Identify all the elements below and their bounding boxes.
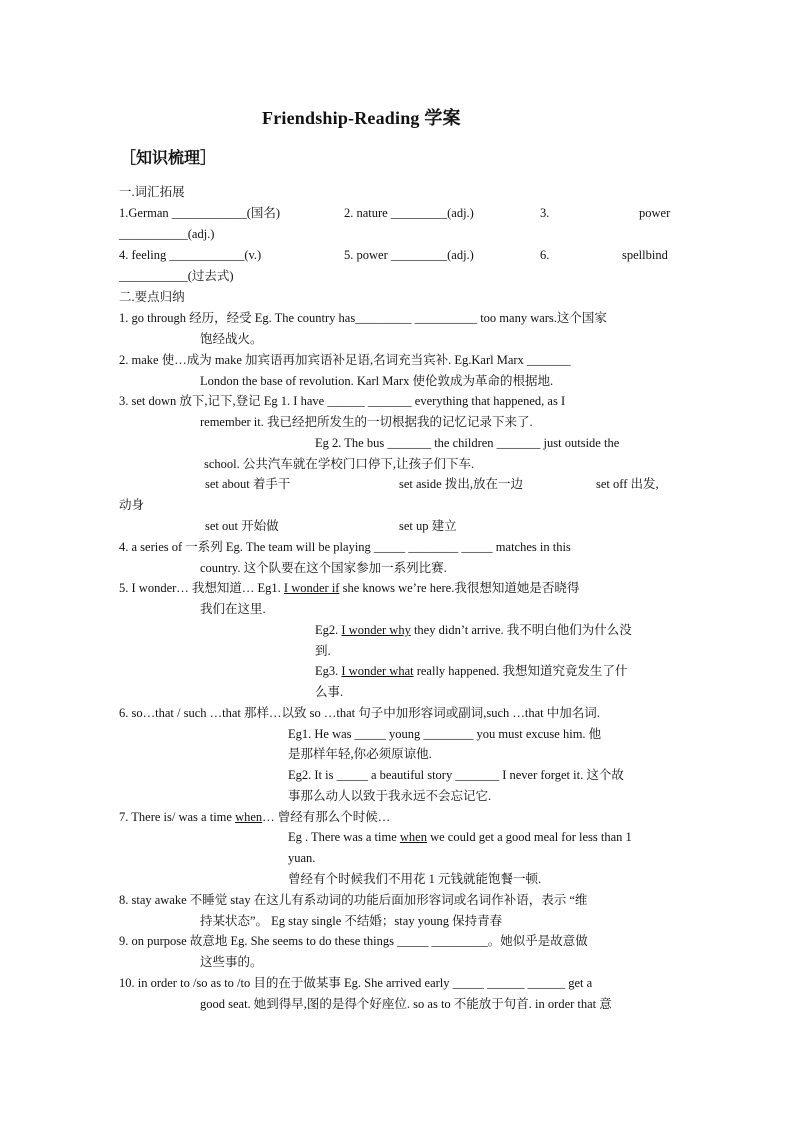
point-5-eg3 xyxy=(315,663,627,679)
point-8-line-1: 8. stay awake 不睡觉 stay 在这儿有系动词的功能后面加形容词或名词作补语，表示 “维 xyxy=(119,893,588,907)
point-2-line-2: London the base of revolution. Karl Marx 使伦敦成为革命的根据地. xyxy=(200,374,554,388)
point-7-prefix: 7. There is/ was a time xyxy=(119,810,236,824)
point-7-eg-cont: yuan. xyxy=(288,851,316,865)
point-5-eg2-suffix: they didn’t arrive. 我不明白他们为什么没 xyxy=(410,623,632,637)
point-9-line-2: 这些事的。 xyxy=(200,955,263,969)
point-7-underlined: when xyxy=(235,810,263,824)
point-5-prefix: 5. I wonder… 我想知道… Eg1. xyxy=(119,581,284,595)
vocab-item-3-number: 3. xyxy=(540,206,550,220)
point-3-line-2: remember it. 我已经把所发生的一切根据我的记忆记录下来了. xyxy=(200,415,533,429)
point-5-line-1 xyxy=(119,580,579,596)
point-5-suffix: she knows we’re here.我很想知道她是否晓得 xyxy=(339,581,580,595)
vocab-item-5: 5. power _________(adj.) xyxy=(344,248,474,262)
point-7-eg xyxy=(288,829,632,845)
point-7-suffix: … 曾经有那么个时候… xyxy=(262,810,391,824)
part1-heading: 一.词汇拓展 xyxy=(119,185,185,199)
point-6-eg1-cont: 是那样年轻,你必须原谅他. xyxy=(288,747,432,761)
point-4-line-2: country. 这个队要在这个国家参加一系列比赛. xyxy=(200,561,447,575)
point-7-line-1 xyxy=(119,809,390,825)
point-4-line-1: 4. a series of 一系列 Eg. The team will be playing _____ ________ _____ matches in this xyxy=(119,540,571,554)
point-5-eg3-cont: 么事. xyxy=(315,685,344,699)
section-heading: ［知识梳理］ xyxy=(120,150,217,167)
point-2-line-1: 2. make 使…成为 make 加宾语再加宾语补足语,名词充当宾补. Eg.Karl Marx _______ xyxy=(119,353,571,367)
point-5-eg2 xyxy=(315,622,632,638)
point-6-eg2-cont: 事那么动人以致于我永远不会忘记它. xyxy=(288,789,492,803)
point-3-set-off: set off 出发, xyxy=(596,477,659,491)
vocab-item-1: 1.German ____________(国名) xyxy=(119,206,281,220)
point-6-line-1: 6. so…that / such …that 那样…以致 so …that 句子中加形容词或副词,such …that 中加名词. xyxy=(119,706,600,720)
point-5-eg3-suffix: really happened. 我想知道究竟发生了什 xyxy=(413,664,628,678)
point-3-set-up: set up 建立 xyxy=(399,519,457,533)
vocab-item-6-word: spellbind xyxy=(622,248,668,262)
point-5-eg2-prefix: Eg2. xyxy=(315,623,342,637)
page-title: Friendship-Reading 学案 xyxy=(262,108,461,128)
point-5-eg3-prefix: Eg3. xyxy=(315,664,342,678)
point-5-underlined: I wonder if xyxy=(283,581,340,595)
point-9-line-1: 9. on purpose 故意地 Eg. She seems to do these things _____ _________。她似乎是故意做 xyxy=(119,934,588,948)
vocab-item-2: 2. nature _________(adj.) xyxy=(344,206,474,220)
point-3-line-3: Eg 2. The bus _______ the children _______ just outside the xyxy=(315,436,620,450)
point-8-line-2: 持某状态”。 Eg stay single 不结婚；stay young 保持青春 xyxy=(200,914,503,928)
vocab-item-6-number: 6. xyxy=(540,248,550,262)
point-6-eg2: Eg2. It is _____ a beautiful story _______ I never forget it. 这个故 xyxy=(288,768,624,782)
point-1-line-2: 饱经战火。 xyxy=(200,332,263,346)
point-10-line-1: 10. in order to /so as to /to 目的在于做某事 Eg. She arrived early _____ ______ ______ get a xyxy=(119,976,593,990)
point-5-eg2-cont: 到. xyxy=(315,644,331,658)
point-7-translation: 曾经有个时候我们不用花 1 元钱就能饱餐一顿. xyxy=(288,872,542,886)
point-6-eg1: Eg1. He was _____ young ________ you must excuse him. 他 xyxy=(288,727,602,741)
part2-heading: 二.要点归纳 xyxy=(119,290,185,304)
point-3-set-out: set out 开始做 xyxy=(205,519,279,533)
point-7-eg-prefix: Eg . There was a time xyxy=(288,830,400,844)
point-3-line-4: school. 公共汽车就在学校门口停下,让孩子们下车. xyxy=(204,457,475,471)
point-5-eg3-underlined: I wonder what xyxy=(341,664,414,678)
vocab-item-3-word: power xyxy=(639,206,671,220)
point-1-line-1: 1. go through 经历，经受 Eg. The country has_________ __________ too many wars.这个国家 xyxy=(119,311,607,325)
point-10-line-2: good seat. 她到得早,图的是得个好座位. so as to 不能放于句首. in order that 意 xyxy=(200,997,612,1011)
point-3-set-about: set about 着手干 xyxy=(205,477,291,491)
point-5-eg2-underlined: I wonder why xyxy=(341,623,411,637)
point-5-line-2: 我们在这里. xyxy=(200,602,266,616)
point-3-set-aside: set aside 拨出,放在一边 xyxy=(399,477,523,491)
vocab-item-4: 4. feeling ____________(v.) xyxy=(119,248,262,262)
point-3-line-1: 3. set down 放下,记下,登记 Eg 1. I have ______ _______ everything that happened, as I xyxy=(119,394,566,408)
vocab-item-3-blank: ___________(adj.) xyxy=(119,227,215,241)
vocab-item-6-blank: ___________(过去式) xyxy=(119,269,234,283)
point-3-set-off-cont: 动身 xyxy=(119,498,145,512)
point-7-eg-suffix: we could get a good meal for less than 1 xyxy=(426,830,632,844)
point-7-eg-underlined: when xyxy=(399,830,427,844)
